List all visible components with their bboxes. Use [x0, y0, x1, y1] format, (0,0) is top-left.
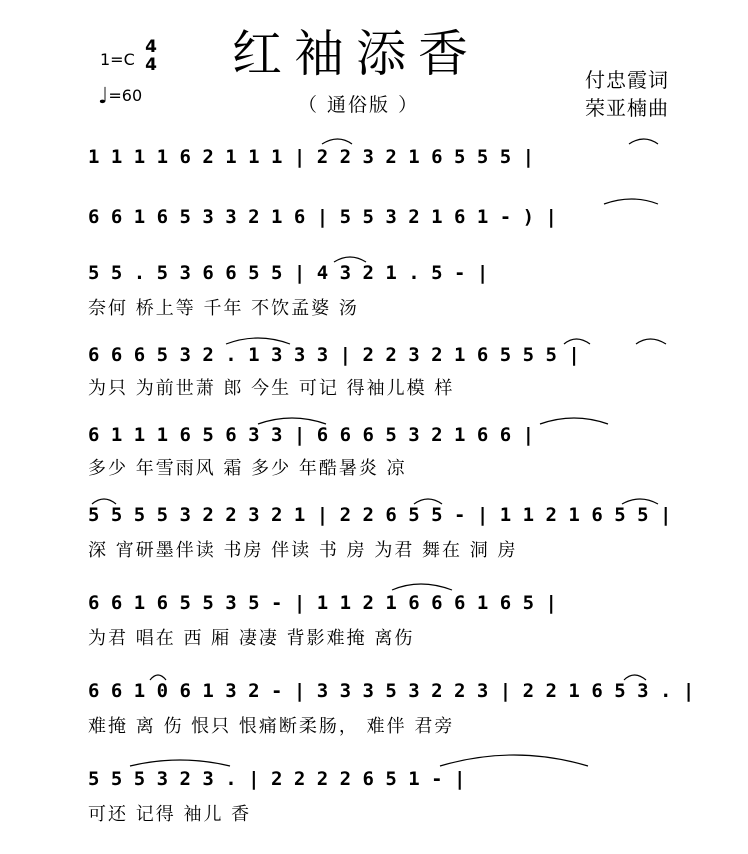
tie-arc [624, 675, 646, 680]
tie-arc [334, 257, 366, 262]
tempo-value: =60 [108, 86, 143, 105]
key-signature: 1=C [100, 50, 135, 69]
tie-arc [629, 139, 658, 144]
tie-arc [440, 755, 588, 766]
lyrics-line-9: 可还 记得 袖儿 香 [88, 804, 252, 825]
tie-arc [636, 339, 666, 344]
lyricist-credit: 付忠霞词 [585, 68, 669, 92]
composer-credit: 荣亚楠曲 [585, 96, 669, 120]
tie-arc [540, 418, 608, 424]
lyrics-line-6: 深 宵研墨伴读 书房 伴读 书 房 为君 舞在 洞 房 [88, 540, 518, 561]
tie-arc [564, 339, 590, 344]
tie-arc [226, 338, 290, 344]
notation-line-5: 6 1 1 1 6 5 6 3 3 | 6 6 6 5 3 2 1 6 6 | [88, 424, 535, 446]
notation-line-3: 5 5 . 5 3 6 6 5 5 | 4 3 2 1 . 5 - | [88, 262, 489, 284]
tie-arc [414, 499, 442, 504]
notation-line-6: 5 5 5 5 3 2 2 3 2 1 | 2 2 6 5 5 - | 1 1 2 1 6 5 5 | [88, 504, 672, 526]
meter-top: 4 [145, 37, 157, 57]
tie-arc [92, 499, 116, 504]
notation-line-7: 6 6 1 6 5 5 3 5 - | 1 1 2 1 6 6 6 1 6 5 | [88, 592, 557, 614]
lyrics-line-4: 为只 为前世萧 郎 今生 可记 得袖儿模 样 [88, 378, 455, 399]
tie-arc [604, 199, 658, 204]
tie-arc [622, 499, 658, 504]
tie-arc [322, 139, 352, 144]
notation-line-4: 6 6 6 5 3 2 . 1 3 3 3 | 2 2 3 2 1 6 5 5 5 | [88, 344, 580, 366]
lyrics-line-5: 多少 年雪雨风 霜 多少 年酷暑炎 凉 [88, 458, 407, 479]
version-subtitle: （ 通俗版 ） [298, 94, 420, 116]
notation-line-8: 6 6 1 0 6 1 3 2 - | 3 3 3 5 3 2 2 3 | 2 2 1 6 5 3 . | [88, 680, 695, 702]
meter-bottom: 4 [145, 55, 157, 75]
tie-arc [150, 675, 166, 680]
lyrics-line-7: 为君 唱在 西 厢 凄凄 背影难掩 离伤 [88, 628, 415, 649]
tie-arc [392, 584, 452, 590]
notation-line-1: 1 1 1 1 6 2 1 1 1 | 2 2 3 2 1 6 5 5 5 | [88, 146, 535, 168]
lyrics-line-3: 奈何 桥上等 千年 不饮孟婆 汤 [88, 298, 359, 319]
notation-line-2: 6 6 1 6 5 3 3 2 1 6 | 5 5 3 2 1 6 1 - ) | [88, 206, 557, 228]
notation-line-9: 5 5 5 3 2 3 . | 2 2 2 2 6 5 1 - | [88, 768, 466, 790]
quarter-note-icon: ♩ [98, 84, 109, 109]
tie-arc [258, 418, 326, 424]
tie-arc [130, 760, 230, 766]
lyrics-line-8: 难掩 离 伤 恨只 恨痛断柔肠， 难伴 君旁 [88, 716, 455, 737]
song-title: 红袖添香 [232, 25, 480, 83]
